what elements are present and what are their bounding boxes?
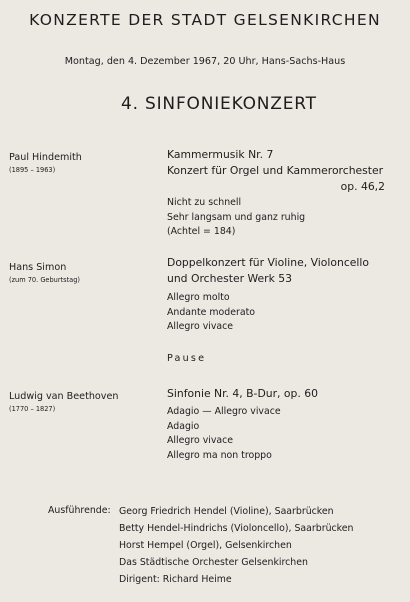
concert-title: 4. SINFONIEKONZERT bbox=[121, 94, 317, 114]
movement-list bbox=[167, 196, 305, 240]
composer-name: Ludwig van Beethoven bbox=[9, 391, 119, 402]
performer: Das Städtische Orchester Gelsenkirchen bbox=[119, 557, 308, 568]
work-title bbox=[167, 255, 369, 287]
work-title-line: Doppelkonzert für Violine, Violoncello bbox=[167, 256, 370, 269]
work-title-line: Konzert für Orgel und Kammerorchester bbox=[167, 164, 384, 177]
composer-note: (1770 – 1827) bbox=[9, 405, 56, 413]
movement: Adagio — Allegro vivace bbox=[167, 406, 281, 417]
movement: Andante moderato bbox=[167, 306, 256, 318]
header-title: KONZERTE DER STADT GELSENKIRCHEN bbox=[29, 11, 381, 29]
performer: Georg Friedrich Hendel (Violine), Saarbrücken bbox=[119, 506, 334, 517]
header-subtitle: Montag, den 4. Dezember 1967, 20 Uhr, Hans-Sachs-Haus bbox=[64, 56, 346, 67]
composer-name: Hans Simon bbox=[9, 262, 67, 273]
performer: Betty Hendel-Hindrichs (Violoncello), Saarbrücken bbox=[119, 523, 354, 534]
movement: Allegro vivace bbox=[167, 435, 234, 446]
movement: Nicht zu schnell bbox=[167, 197, 242, 208]
work-title-line: und Orchester Werk 53 bbox=[167, 272, 293, 285]
work-opus: op. 46,2 bbox=[340, 180, 385, 193]
movement: Adagio bbox=[167, 420, 200, 432]
movement-list bbox=[167, 291, 255, 335]
performer: Dirigent: Richard Heime bbox=[119, 574, 232, 585]
pause-label: Pause bbox=[167, 353, 207, 364]
work-title-line: Sinfonie Nr. 4, B-Dur, op. 60 bbox=[167, 387, 318, 400]
movement: Allegro ma non troppo bbox=[167, 449, 272, 461]
composer-note: (1895 – 1963) bbox=[9, 166, 56, 174]
performers-label: Ausführende: bbox=[48, 505, 111, 516]
work-title bbox=[167, 147, 385, 195]
movement: Sehr langsam und ganz ruhig bbox=[167, 211, 306, 223]
composer-note: (zum 70. Geburtstag) bbox=[9, 276, 80, 284]
movement: Allegro vivace bbox=[167, 321, 234, 332]
movement: (Achtel = 184) bbox=[167, 226, 236, 237]
performers-list bbox=[119, 503, 353, 588]
movement-list bbox=[167, 405, 281, 463]
composer-name: Paul Hindemith bbox=[9, 152, 82, 163]
work-title-line: Kammermusik Nr. 7 bbox=[167, 148, 274, 161]
performer: Horst Hempel (Orgel), Gelsenkirchen bbox=[119, 540, 292, 551]
work-title bbox=[167, 386, 318, 402]
movement: Allegro molto bbox=[167, 292, 230, 303]
